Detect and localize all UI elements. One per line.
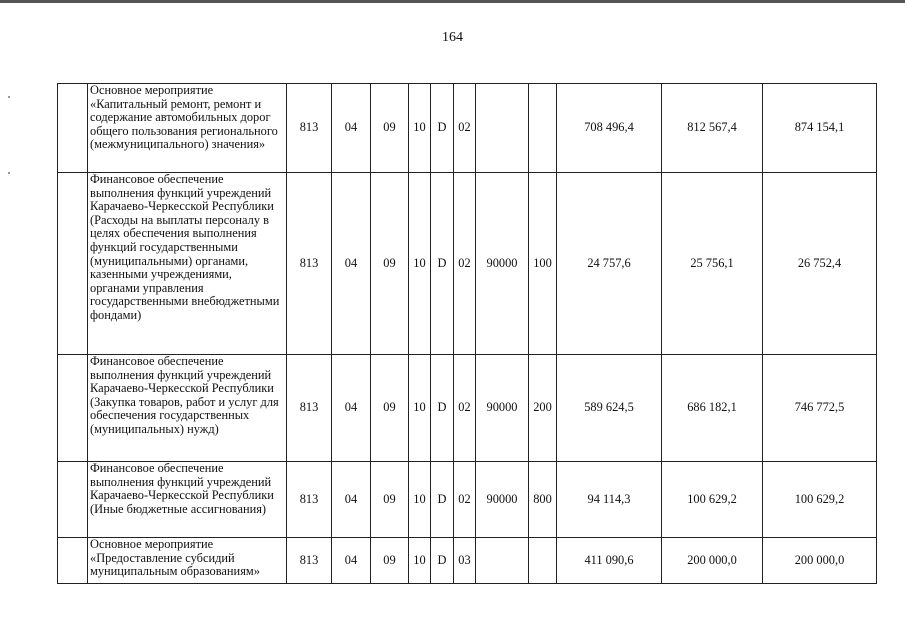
subprogram-code-cell: D — [431, 173, 454, 355]
row-index-cell — [58, 84, 88, 173]
program-code-cell: 10 — [409, 355, 431, 462]
program-code-cell: 10 — [409, 462, 431, 538]
amount-year-2-cell: 25 756,1 — [662, 173, 763, 355]
amount-year-1-cell: 411 090,6 — [557, 538, 662, 584]
subprogram-code-cell: D — [431, 538, 454, 584]
page-number: 164 — [442, 30, 463, 45]
amount-year-1-cell: 589 624,5 — [557, 355, 662, 462]
table-row — [58, 173, 877, 355]
amount-year-2-cell: 686 182,1 — [662, 355, 763, 462]
amount-year-3-cell: 200 000,0 — [763, 538, 877, 584]
program-code-cell: 10 — [409, 538, 431, 584]
amount-year-2-cell: 812 567,4 — [662, 84, 763, 173]
row-index-cell — [58, 462, 88, 538]
main-event-code-cell: 02 — [454, 462, 476, 538]
table-row — [58, 84, 877, 173]
description-cell: Финансовое обеспечение выполнения функций учреждений Карачаево-Черкесской Республики (Закупка товаров, работ и услуг для обеспечения государственных (муниципальных) нужд) — [88, 355, 287, 462]
expense-type-cell: 800 — [529, 462, 557, 538]
program-code-cell: 10 — [409, 84, 431, 173]
ministry-code-cell: 813 — [287, 355, 332, 462]
description-cell: Основное мероприятие «Предоставление субсидий муниципальным образованиям» — [88, 538, 287, 584]
main-event-code-cell: 02 — [454, 84, 476, 173]
ministry-code-cell: 813 — [287, 173, 332, 355]
amount-year-1-cell: 24 757,6 — [557, 173, 662, 355]
amount-year-3-cell: 746 772,5 — [763, 355, 877, 462]
section-code-cell: 04 — [332, 173, 371, 355]
scan-speck — [8, 172, 10, 174]
row-index-cell — [58, 538, 88, 584]
subprogram-code-cell: D — [431, 84, 454, 173]
subsection-code-cell: 09 — [371, 355, 409, 462]
row-index-cell — [58, 173, 88, 355]
amount-year-2-cell: 200 000,0 — [662, 538, 763, 584]
row-index-cell — [58, 355, 88, 462]
amount-year-3-cell: 874 154,1 — [763, 84, 877, 173]
amount-year-3-cell: 100 629,2 — [763, 462, 877, 538]
direction-code-cell — [476, 538, 529, 584]
subsection-code-cell: 09 — [371, 538, 409, 584]
expense-type-cell — [529, 84, 557, 173]
subsection-code-cell: 09 — [371, 84, 409, 173]
section-code-cell: 04 — [332, 538, 371, 584]
description-cell: Финансовое обеспечение выполнения функций учреждений Карачаево-Черкесской Республики (Расходы на выплаты персоналу в целях обеспечения выполнения функций государственными (муниципальными) органами, казенными учреждениями, органами управления государственными внебюджетными фондами) — [88, 173, 287, 355]
expense-type-cell: 100 — [529, 173, 557, 355]
amount-year-1-cell: 708 496,4 — [557, 84, 662, 173]
direction-code-cell: 90000 — [476, 462, 529, 538]
amount-year-3-cell: 26 752,4 — [763, 173, 877, 355]
direction-code-cell — [476, 84, 529, 173]
expense-type-cell — [529, 538, 557, 584]
section-code-cell: 04 — [332, 355, 371, 462]
subsection-code-cell: 09 — [371, 462, 409, 538]
budget-table — [57, 83, 877, 584]
ministry-code-cell: 813 — [287, 538, 332, 584]
section-code-cell: 04 — [332, 462, 371, 538]
top-border-rule — [0, 0, 905, 3]
subsection-code-cell: 09 — [371, 173, 409, 355]
expense-type-cell: 200 — [529, 355, 557, 462]
direction-code-cell: 90000 — [476, 355, 529, 462]
program-code-cell: 10 — [409, 173, 431, 355]
ministry-code-cell: 813 — [287, 84, 332, 173]
scan-speck — [8, 96, 10, 98]
table-row — [58, 355, 877, 462]
amount-year-1-cell: 94 114,3 — [557, 462, 662, 538]
direction-code-cell: 90000 — [476, 173, 529, 355]
ministry-code-cell: 813 — [287, 462, 332, 538]
main-event-code-cell: 02 — [454, 355, 476, 462]
main-event-code-cell: 02 — [454, 173, 476, 355]
main-event-code-cell: 03 — [454, 538, 476, 584]
description-cell: Основное мероприятие «Капитальный ремонт, ремонт и содержание автомобильных дорог общего пользования регионального (межмуниципального) значения» — [88, 84, 287, 173]
description-cell: Финансовое обеспечение выполнения функций учреждений Карачаево-Черкесской Республики (Иные бюджетные ассигнования) — [88, 462, 287, 538]
table-row — [58, 462, 877, 538]
amount-year-2-cell: 100 629,2 — [662, 462, 763, 538]
table-row — [58, 538, 877, 584]
section-code-cell: 04 — [332, 84, 371, 173]
subprogram-code-cell: D — [431, 355, 454, 462]
subprogram-code-cell: D — [431, 462, 454, 538]
